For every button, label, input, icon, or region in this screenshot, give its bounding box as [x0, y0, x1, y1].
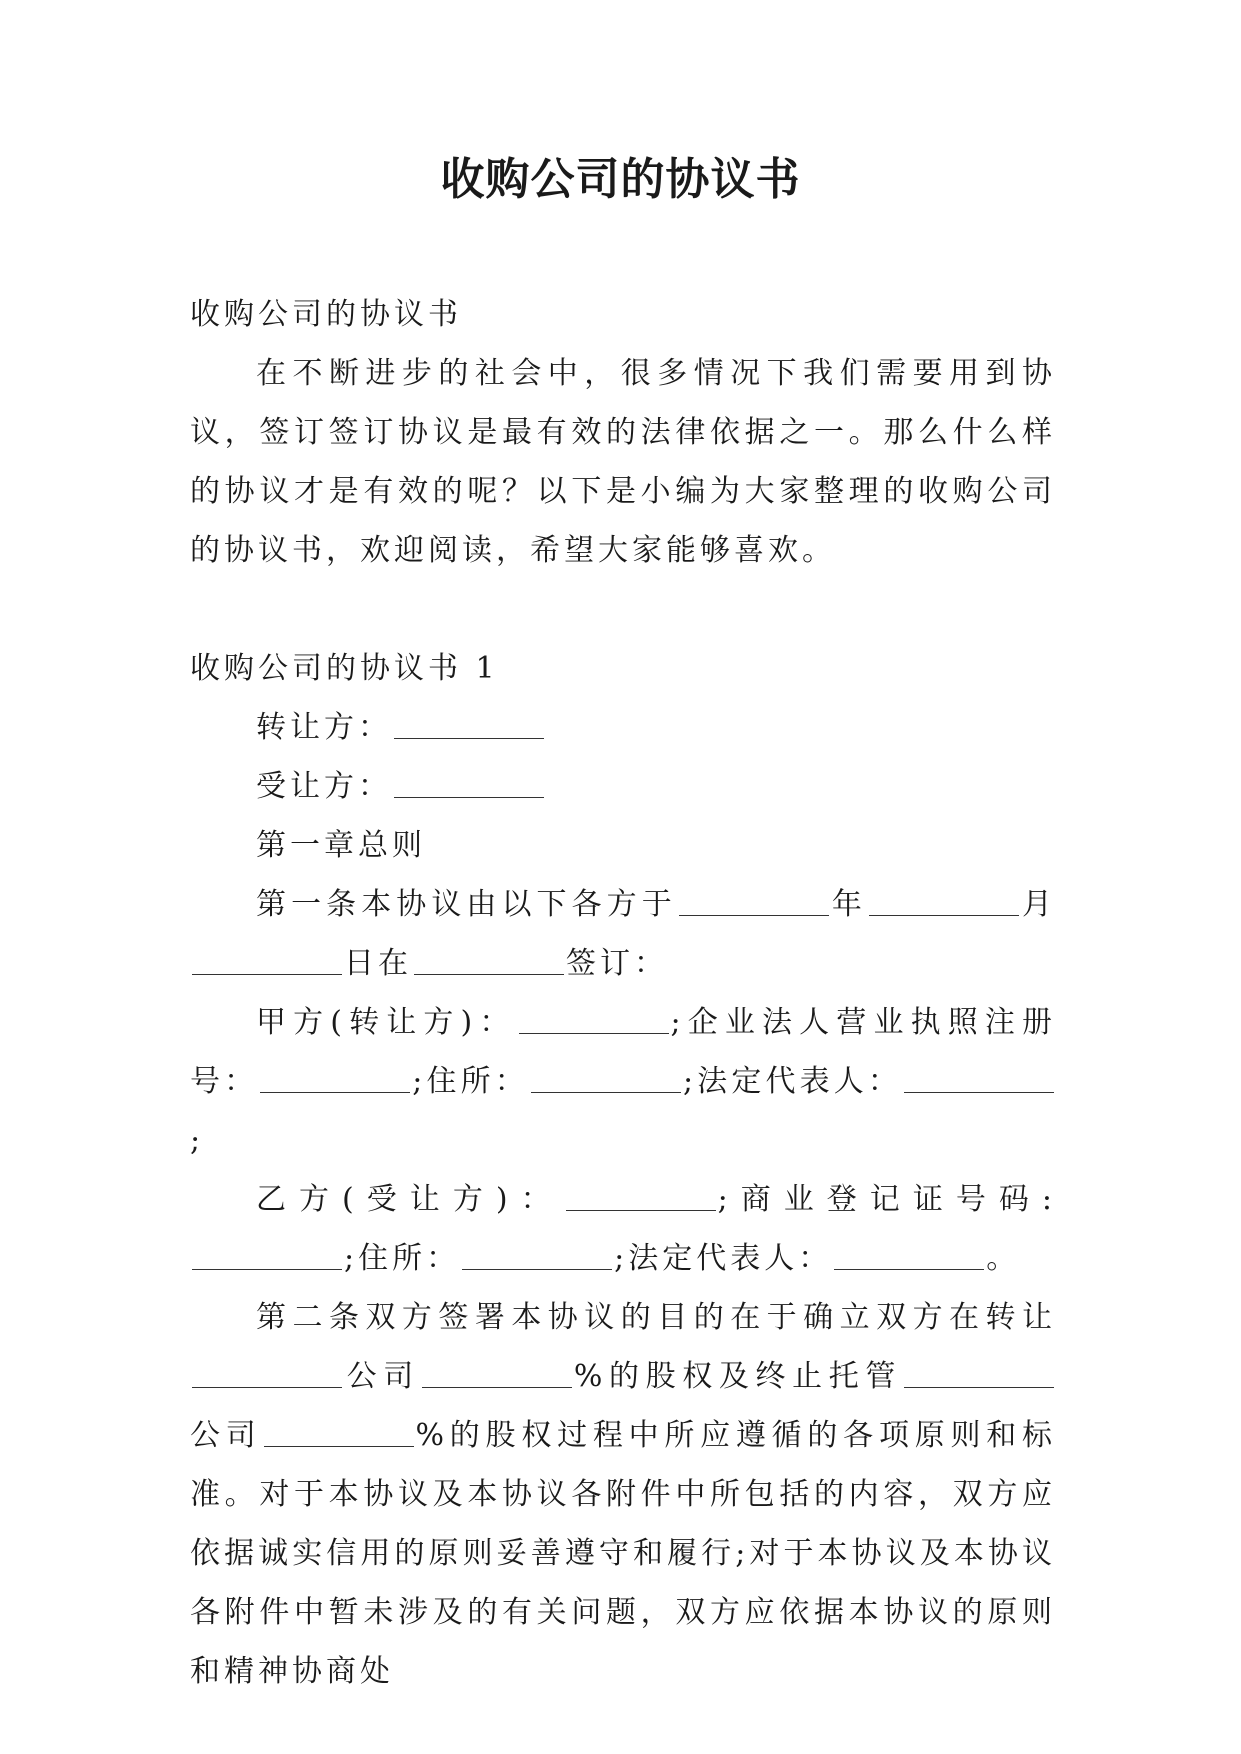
document-title: 收购公司的协议书	[440, 154, 801, 205]
party-a-paragraph	[190, 993, 1056, 1170]
party-a-label: 甲方(转让方)：	[256, 1005, 517, 1040]
article-2-continuation: %的股权过程中所应遵循的各项原则和标准。对于本协议及本协议各附件中所包括的内容，双方应依据诚实信用的原则妥善遵守和履行;对于本协议及本协议各附件中暂未涉及的有关问题，双方应依据本协议的原则和精神协商处	[190, 1418, 1056, 1689]
transferee-line	[190, 757, 1056, 816]
company-label: 公司	[344, 1359, 420, 1394]
blank-line	[394, 708, 544, 739]
blank-line	[904, 1357, 1054, 1388]
blank-line	[566, 1180, 716, 1211]
blank-line	[462, 1239, 612, 1270]
blank-line	[414, 944, 564, 975]
blank-line	[192, 1357, 342, 1388]
intro-paragraph: 在不断进步的社会中，很多情况下我们需要用到协议，签订签订协议是最有效的法律依据之一。那么什么样的协议才是有效的呢？以下是小编为大家整理的收购公司的协议书，欢迎阅读，希望大家能够喜欢。	[190, 356, 1056, 568]
blank-line	[834, 1239, 984, 1270]
blank-line	[192, 944, 342, 975]
company-label: 公司	[190, 1418, 262, 1453]
blank-line	[531, 1062, 681, 1093]
transferor-label: 转让方：	[256, 710, 392, 745]
blank-line	[260, 1062, 410, 1093]
section-heading: 收购公司的协议书 1	[190, 651, 499, 686]
legal-rep-label: ;法定代表人：	[614, 1241, 833, 1276]
signed-label: 签订：	[566, 946, 668, 981]
blank-line	[422, 1357, 572, 1388]
punctuation: 。	[986, 1241, 1021, 1276]
article-1-text: 第一条本协议由以下各方于	[256, 887, 677, 922]
blank-line	[394, 767, 544, 798]
address-label: ;住所：	[412, 1064, 529, 1099]
document-body	[190, 285, 1056, 1701]
blank-line	[192, 1239, 342, 1270]
party-b-paragraph	[190, 1170, 1056, 1288]
chapter-heading: 第一章总则	[256, 828, 426, 863]
blank-line	[679, 885, 829, 916]
party-b-label: 乙方(受让方)：	[256, 1182, 564, 1217]
article-1	[190, 875, 1056, 993]
article-2-text: 第二条双方签署本协议的目的在于确立双方在转让	[256, 1300, 1056, 1335]
year-label: 年	[830, 887, 867, 922]
month-label: 月	[1020, 887, 1057, 922]
address-label: ;住所：	[344, 1241, 461, 1276]
blank-line	[264, 1416, 414, 1447]
business-registration-label: ;商业登记证号码:	[717, 1182, 1056, 1217]
document-subtitle: 收购公司的协议书	[190, 297, 462, 332]
blank-line	[904, 1062, 1054, 1093]
punctuation: ;	[190, 1123, 205, 1158]
article-2	[190, 1288, 1056, 1701]
transferee-label: 受让方：	[256, 769, 392, 804]
transferor-line	[190, 698, 1056, 757]
equity-text: %的股权及终止托管	[573, 1359, 902, 1394]
blank-line	[519, 1003, 669, 1034]
legal-rep-label: ;法定代表人：	[682, 1064, 903, 1099]
day-label: 日在	[344, 946, 412, 981]
blank-line	[869, 885, 1019, 916]
registration-label: ;企业法人营业执照注册号：	[190, 1005, 1056, 1099]
